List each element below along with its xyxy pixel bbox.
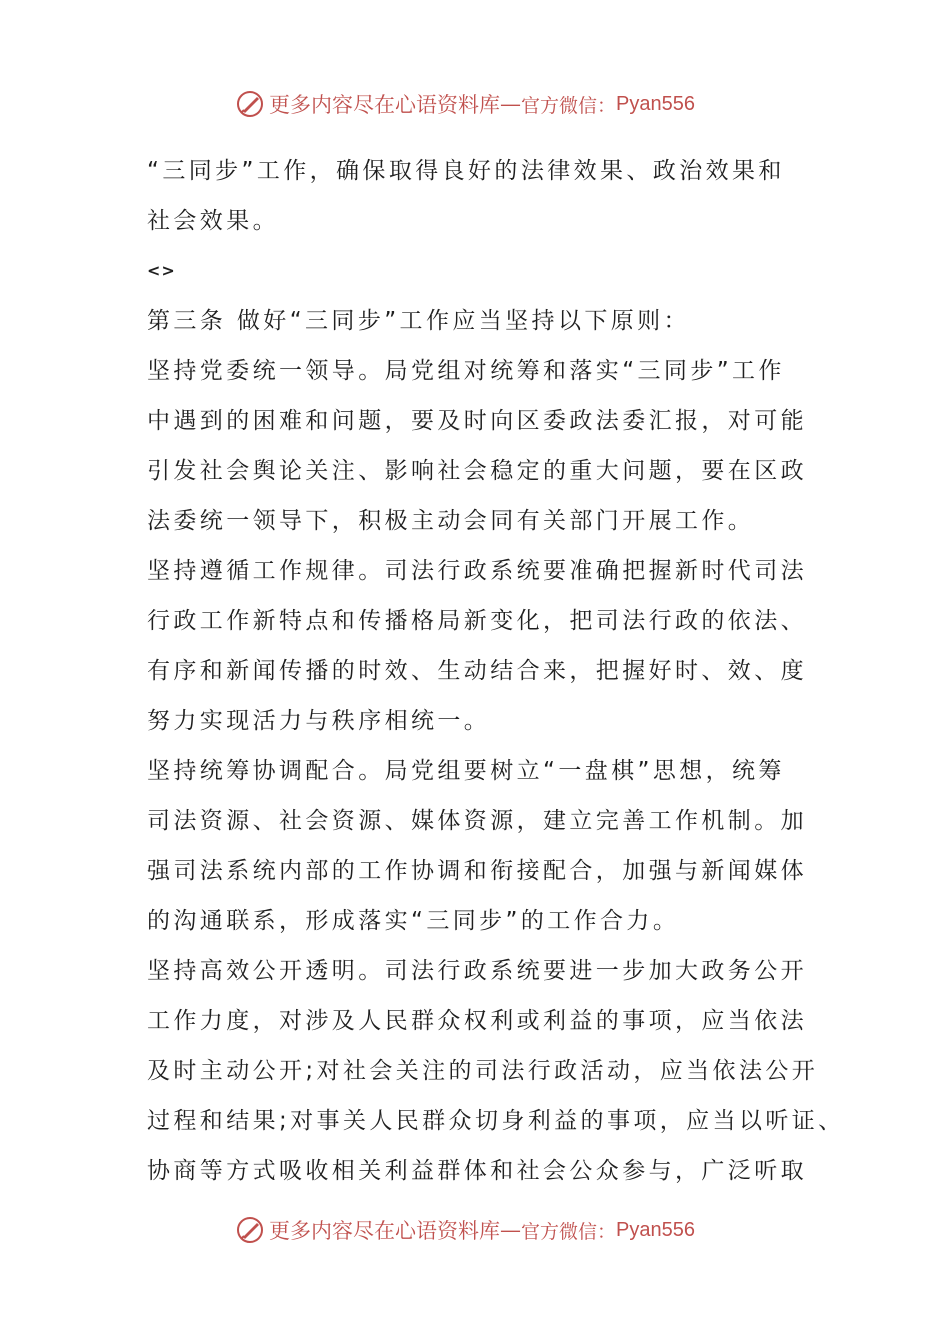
banner-wechat-id: Pyan556: [616, 1218, 695, 1241]
article-heading: 第三条 做好“三同步”工作应当坚持以下原则：: [147, 308, 690, 334]
text-line: 行政工作新特点和传播格局新变化，把司法行政的依法、: [147, 608, 807, 634]
header-watermark-banner: [0, 84, 950, 124]
banner-main-text: 更多内容尽在心语资料库: [269, 93, 500, 117]
text-line: 协商等方式吸收相关利益群体和社会公众参与，广泛听取: [147, 1158, 807, 1184]
banner-wechat-label: 官方微信：: [521, 94, 617, 117]
text-line: 有序和新闻传播的时效、生动结合来，把握好时、效、度: [147, 658, 807, 684]
quill-pen-logo-icon: [235, 89, 265, 119]
text-line: 坚持遵循工作规律。司法行政系统要准确把握新时代司法: [147, 558, 807, 584]
document-body: [147, 146, 845, 1196]
text-line: 法委统一领导下，积极主动会同有关部门开展工作。: [147, 508, 755, 534]
text-line: 引发社会舆论关注、影响社会稳定的重大问题，要在区政: [147, 458, 807, 484]
banner-dash: —: [500, 92, 521, 116]
section-marker: <>: [147, 261, 176, 280]
text-line: 工作力度，对涉及人民群众权利或利益的事项，应当依法: [147, 1008, 807, 1034]
text-line: 努力实现活力与秩序相统一。: [147, 708, 491, 734]
footer-watermark-banner: [0, 1210, 950, 1250]
text-line: 司法资源、社会资源、媒体资源，建立完善工作机制。加: [147, 808, 807, 834]
text-line: 社会效果。: [147, 208, 279, 234]
text-line: 过程和结果;对事关人民群众切身利益的事项，应当以听证、: [147, 1108, 845, 1134]
banner-main-text: 更多内容尽在心语资料库: [269, 1219, 500, 1243]
text-line: 中遇到的困难和问题，要及时向区委政法委汇报，对可能: [147, 408, 807, 434]
banner-dash: —: [500, 1218, 521, 1242]
text-line: 的沟通联系，形成落实“三同步”的工作合力。: [147, 908, 680, 934]
quill-pen-logo-icon: [235, 1215, 265, 1245]
text-line: 强司法系统内部的工作协调和衔接配合，加强与新闻媒体: [147, 858, 807, 884]
text-line: “三同步”工作，确保取得良好的法律效果、政治效果和: [147, 158, 785, 184]
text-line: 及时主动公开;对社会关注的司法行政活动，应当依法公开: [147, 1058, 819, 1084]
banner-wechat-label: 官方微信：: [521, 1220, 617, 1243]
text-line: 坚持高效公开透明。司法行政系统要进一步加大政务公开: [147, 958, 807, 984]
text-line: 坚持统筹协调配合。局党组要树立“一盘棋”思想，统筹: [147, 758, 785, 784]
text-line: 坚持党委统一领导。局党组对统筹和落实“三同步”工作: [147, 358, 785, 384]
banner-wechat-id: Pyan556: [616, 92, 695, 115]
